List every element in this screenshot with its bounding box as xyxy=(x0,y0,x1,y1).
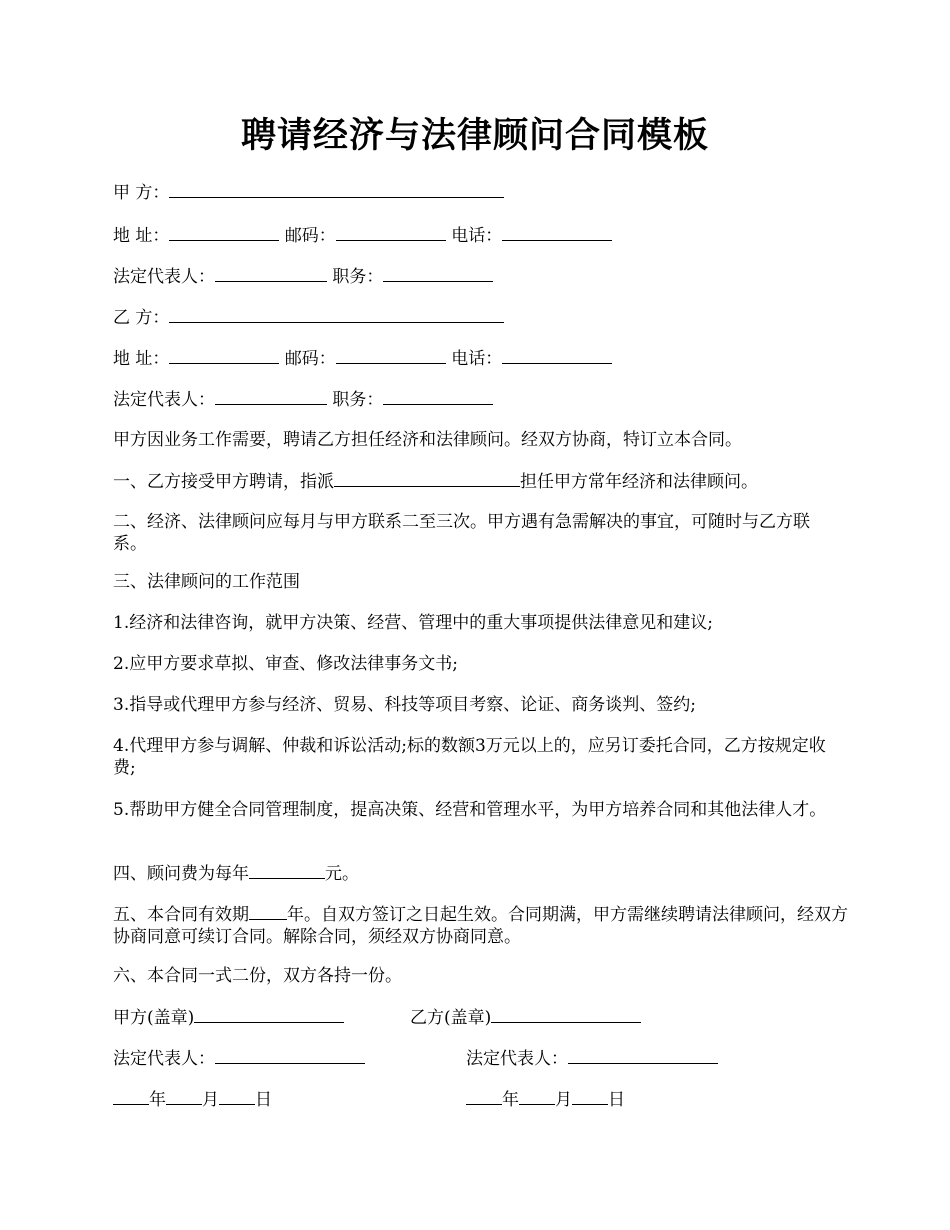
scope-item-4: 4.代理甲方参与调解、仲裁和诉讼活动;标的数额3万元以上的，应另订委托合同，乙方按规定收费; xyxy=(113,736,826,778)
clause-5 xyxy=(113,903,853,948)
party-a-name-label: 甲 方： xyxy=(113,183,170,203)
date-a-day-blank xyxy=(219,1088,255,1105)
scope-item-3: 3.指导或代理甲方参与经济、贸易、科技等项目考察、论证、商务谈判、签约; xyxy=(113,695,696,715)
clause-5-text-after: 年。自双方签订之日起生效。合同期满，甲方需继续聘请法律顾问，经双方协商同意可续订合同。解除合同，须经双方协商同意。 xyxy=(113,905,848,947)
scope-item-2: 2.应甲方要求草拟、审查、修改法律事务文书; xyxy=(113,654,458,674)
party-a-rep-blank xyxy=(215,265,327,282)
date-b-day-label: 日 xyxy=(608,1090,625,1110)
signature-rep-a-blank xyxy=(215,1047,365,1064)
party-b-seal xyxy=(410,1006,641,1029)
clause-4-blank xyxy=(249,862,325,879)
scope-item-1: 1.经济和法律咨询，就甲方决策、经营、管理中的重大事项提供法律意见和建议; xyxy=(113,613,713,633)
document-title: 聘请经济与法律顾问合同模板 xyxy=(240,115,709,156)
clause-4-text-before: 四、顾问费为每年 xyxy=(113,864,249,884)
party-a-rep-line xyxy=(113,265,853,288)
party-b-name-label: 乙 方： xyxy=(113,308,170,328)
date-b-month-blank xyxy=(519,1088,555,1105)
date-b-day-blank xyxy=(572,1088,608,1105)
clause-1-text-after: 担任甲方常年经济和法律顾问。 xyxy=(520,472,758,492)
party-b-rep-blank xyxy=(215,388,327,405)
signature-rep-line xyxy=(113,1047,853,1070)
date-b-month-label: 月 xyxy=(555,1090,572,1110)
party-b-position-label: 职务： xyxy=(332,390,384,410)
clause-4-text-after: 元。 xyxy=(325,864,359,884)
party-a-seal-blank xyxy=(194,1006,344,1023)
party-a-address-blank xyxy=(169,224,279,241)
intro-paragraph: 甲方因业务工作需要，聘请乙方担任经济和法律顾问。经双方协商，特订立本合同。 xyxy=(113,430,742,450)
clause-2: 二、经济、法律顾问应每月与甲方联系二至三次。甲方遇有急需解决的事宜，可随时与乙方联系。 xyxy=(113,512,810,554)
party-b-seal-blank xyxy=(491,1006,641,1023)
signature-rep-b-blank xyxy=(568,1047,718,1064)
party-a-postcode-blank xyxy=(336,224,446,241)
party-a-address-label: 地 址： xyxy=(113,226,170,246)
seal-line xyxy=(113,1006,853,1029)
party-b-address-line xyxy=(113,347,853,370)
party-a-address-line xyxy=(113,224,853,247)
date-b-year-blank xyxy=(466,1088,502,1105)
party-b-rep-line xyxy=(113,388,853,411)
date-b xyxy=(466,1088,625,1111)
clause-4 xyxy=(113,862,853,885)
clause-1 xyxy=(113,470,853,493)
party-b-rep-label: 法定代表人： xyxy=(113,390,215,410)
signature-rep-b-label: 法定代表人： xyxy=(466,1049,568,1069)
clause-5-text-before: 五、本合同有效期 xyxy=(113,905,249,925)
party-b-postcode-label: 邮码： xyxy=(284,349,336,369)
clause-6: 六、本合同一式二份，双方各持一份。 xyxy=(113,966,402,986)
party-b-address-label: 地 址： xyxy=(113,349,170,369)
party-b-position-blank xyxy=(383,388,493,405)
party-b-name-blank xyxy=(169,306,504,323)
party-b-postcode-blank xyxy=(336,347,446,364)
party-a-phone-label: 电话： xyxy=(451,226,503,246)
party-a-phone-blank xyxy=(502,224,612,241)
party-b-phone-blank xyxy=(502,347,612,364)
clause-3-heading: 三、法律顾问的工作范围 xyxy=(113,572,300,592)
signature-rep-b xyxy=(466,1047,718,1070)
party-a-postcode-label: 邮码： xyxy=(284,226,336,246)
date-a-day-label: 日 xyxy=(255,1090,272,1110)
scope-item-5: 5.帮助甲方健全合同管理制度，提高决策、经营和管理水平，为甲方培养合同和其他法律人才。 xyxy=(113,800,827,820)
party-b-phone-label: 电话： xyxy=(451,349,503,369)
party-a-position-label: 职务： xyxy=(332,267,384,287)
signature-rep-a-label: 法定代表人： xyxy=(113,1049,215,1069)
party-a-seal-label: 甲方(盖章) xyxy=(113,1008,195,1028)
date-a-year-blank xyxy=(113,1088,149,1105)
clause-5-blank xyxy=(249,903,287,920)
date-a-month-label: 月 xyxy=(202,1090,219,1110)
party-b-seal-label: 乙方(盖章) xyxy=(410,1008,492,1028)
clause-1-blank xyxy=(334,470,520,487)
clause-1-text-before: 一、乙方接受甲方聘请，指派 xyxy=(113,472,334,492)
party-a-name-line xyxy=(113,181,853,204)
date-a-month-blank xyxy=(166,1088,202,1105)
party-a-name-blank xyxy=(169,181,504,198)
party-b-name-line xyxy=(113,306,853,329)
date-a-year-label: 年 xyxy=(149,1090,166,1110)
date-b-year-label: 年 xyxy=(502,1090,519,1110)
party-a-rep-label: 法定代表人： xyxy=(113,267,215,287)
party-a-position-blank xyxy=(383,265,493,282)
date-line xyxy=(113,1088,853,1111)
party-b-address-blank xyxy=(169,347,279,364)
